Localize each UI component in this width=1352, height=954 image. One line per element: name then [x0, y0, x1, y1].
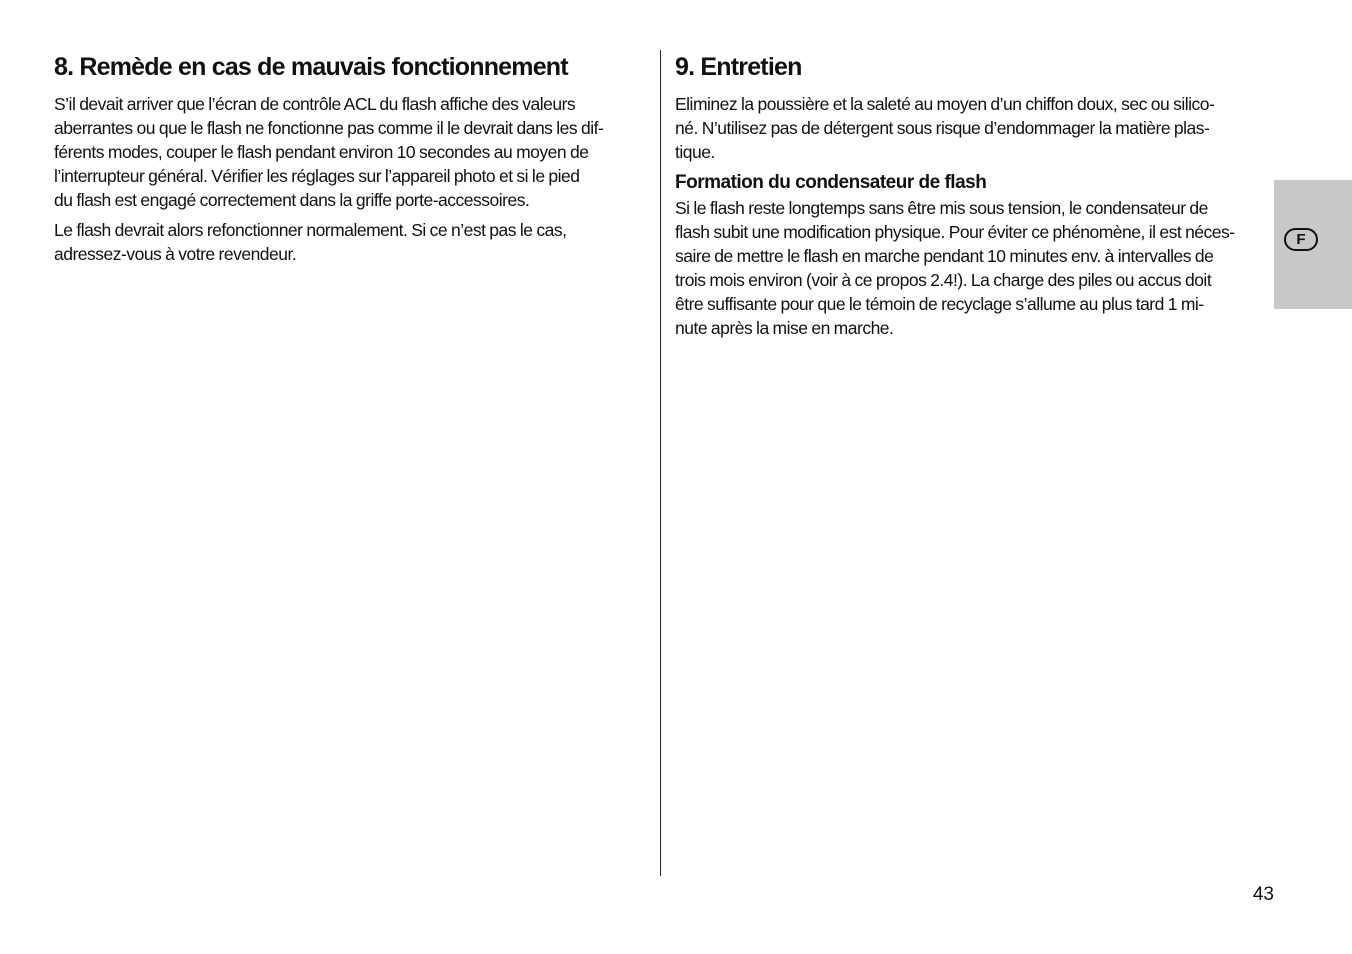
text-line: S’il devait arriver que l’écran de contrôle ACL du flash affiche des valeurs [54, 94, 576, 114]
text-line: né. N’utilisez pas de détergent sous risque d’endommager la matière plas- [675, 118, 1210, 138]
text-line: adressez-vous à votre revendeur. [54, 244, 297, 264]
text-line: saire de mettre le flash en marche pendant 10 minutes env. à intervalles de [675, 246, 1214, 266]
text-line: flash subit une modification physique. Pour éviter ce phénomène, il est néces- [675, 222, 1235, 242]
maintenance-paragraph [675, 92, 1275, 164]
subheading-capacitor-forming: Formation du condensateur de flash [675, 172, 987, 193]
page-number: 43 [1252, 884, 1274, 905]
text-line: Eliminez la poussière et la saleté au moyen d’un chiffon doux, sec ou silico- [675, 94, 1215, 114]
left-column [54, 48, 654, 266]
troubleshooting-paragraph-2 [54, 218, 654, 266]
language-tab-letter: F [1284, 228, 1318, 251]
column-divider [660, 50, 661, 876]
right-column [675, 48, 1275, 340]
section-heading-troubleshooting: 8. Remède en cas de mauvais fonctionnement [54, 53, 568, 81]
text-line: du flash est engagé correctement dans la griffe porte-accessoires. [54, 190, 530, 210]
text-line: l’interrupteur général. Vérifier les réglages sur l’appareil photo et si le pied [54, 166, 580, 186]
text-line: Si le flash reste longtemps sans être mis sous tension, le condensateur de [675, 198, 1208, 218]
text-line: aberrantes ou que le flash ne fonctionne pas comme il le devrait dans les dif- [54, 118, 604, 138]
capacitor-paragraph [675, 196, 1275, 340]
text-line: tique. [675, 142, 715, 162]
text-line: férents modes, couper le flash pendant environ 10 secondes au moyen de [54, 142, 589, 162]
text-line: trois mois environ (voir à ce propos 2.4!). La charge des piles ou accus doit [675, 270, 1212, 290]
troubleshooting-paragraph-1 [54, 92, 654, 212]
section-heading-maintenance: 9. Entretien [675, 53, 802, 81]
text-line: Le flash devrait alors refonctionner normalement. Si ce n’est pas le cas, [54, 220, 567, 240]
language-tab [1274, 180, 1352, 309]
text-line: être suffisante pour que le témoin de recyclage s’allume au plus tard 1 mi- [675, 294, 1204, 314]
text-line: nute après la mise en marche. [675, 318, 894, 338]
